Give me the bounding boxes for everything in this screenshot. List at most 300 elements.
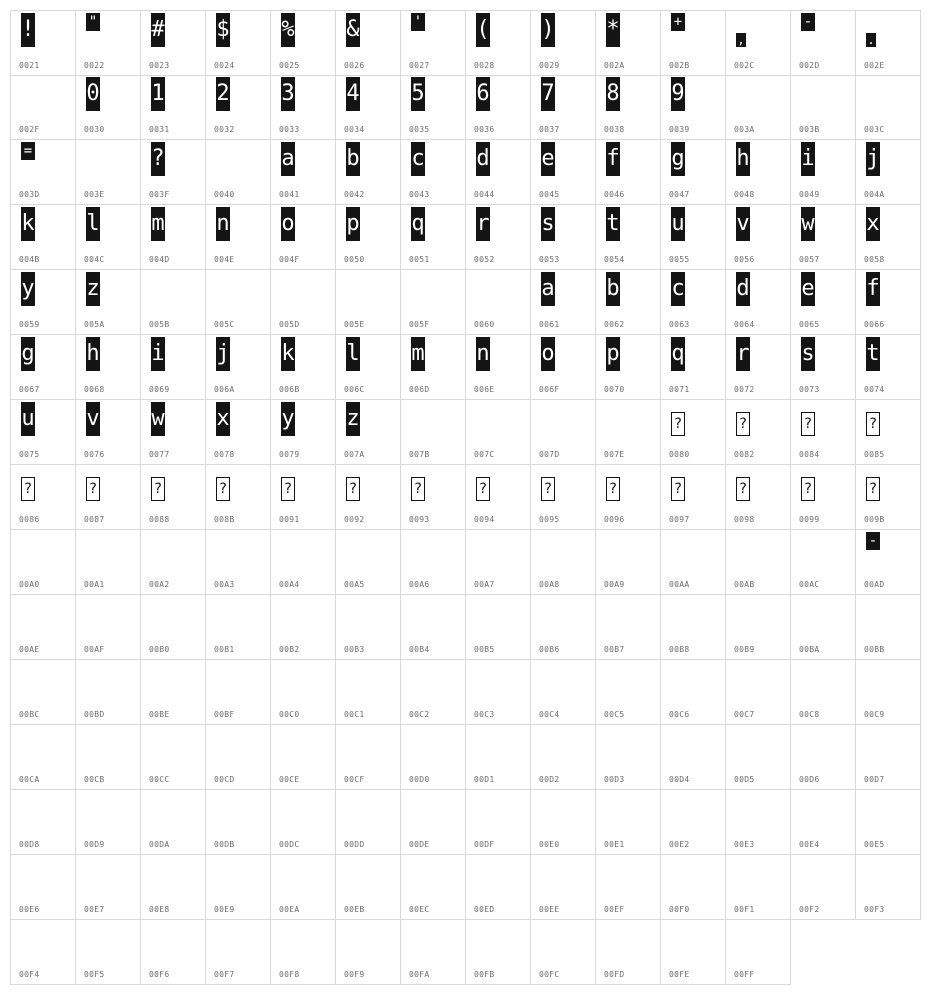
- glyph-cell[interactable]: [661, 725, 726, 790]
- glyph-cell[interactable]: [531, 335, 596, 400]
- glyph-sample: o: [541, 337, 555, 371]
- glyph-cell[interactable]: [10, 140, 76, 205]
- glyph-code: 006F: [539, 385, 560, 394]
- glyph-code: 00D8: [19, 840, 40, 849]
- glyph-cell[interactable]: [10, 10, 76, 76]
- glyph-cell[interactable]: [726, 660, 791, 725]
- glyph-sample: j: [216, 337, 230, 371]
- glyph-cell[interactable]: [206, 205, 271, 270]
- glyph-cell[interactable]: [401, 270, 466, 335]
- glyph-cell[interactable]: [141, 530, 206, 595]
- glyph-sample: $: [216, 13, 230, 47]
- glyph-cell[interactable]: [596, 595, 661, 660]
- glyph-cell[interactable]: [596, 725, 661, 790]
- glyph-code: 00E6: [19, 905, 40, 914]
- glyph-cell[interactable]: [661, 530, 726, 595]
- glyph-cell[interactable]: [466, 790, 531, 855]
- glyph-sample: q: [411, 207, 425, 241]
- glyph-sample: 5: [411, 77, 425, 111]
- glyph-cell[interactable]: [401, 530, 466, 595]
- glyph-cell[interactable]: [661, 205, 726, 270]
- glyph-cell[interactable]: [401, 790, 466, 855]
- glyph-cell[interactable]: [661, 270, 726, 335]
- glyph-cell[interactable]: [271, 595, 336, 660]
- glyph-cell[interactable]: [856, 205, 921, 270]
- glyph-cell[interactable]: [206, 595, 271, 660]
- glyph-sample: k: [281, 337, 295, 371]
- glyph-code: 00F2: [799, 905, 820, 914]
- glyph-cell[interactable]: [856, 10, 921, 76]
- glyph-code: 00E0: [539, 840, 560, 849]
- glyph-cell[interactable]: [141, 790, 206, 855]
- glyph-cell[interactable]: [401, 595, 466, 660]
- glyph-cell[interactable]: [661, 400, 726, 465]
- glyph-code: 0070: [604, 385, 625, 394]
- glyph-code: 007B: [409, 450, 430, 459]
- glyph-cell[interactable]: [531, 400, 596, 465]
- glyph-code: 00BC: [19, 710, 40, 719]
- glyph-cell[interactable]: [401, 400, 466, 465]
- glyph-cell[interactable]: [661, 335, 726, 400]
- glyph-cell[interactable]: [10, 205, 76, 270]
- glyph-cell[interactable]: [141, 725, 206, 790]
- glyph-code: 0074: [864, 385, 885, 394]
- glyph-cell[interactable]: [726, 10, 791, 76]
- glyph-cell[interactable]: [531, 140, 596, 205]
- glyph-cell[interactable]: [401, 140, 466, 205]
- glyph-cell[interactable]: [271, 920, 336, 985]
- glyph-cell[interactable]: [596, 660, 661, 725]
- glyph-cell[interactable]: [401, 205, 466, 270]
- glyph-code: 00FE: [669, 970, 690, 979]
- glyph-cell[interactable]: [76, 920, 141, 985]
- glyph-cell[interactable]: [661, 465, 726, 530]
- glyph-cell[interactable]: [336, 465, 401, 530]
- glyph-code: 00EC: [409, 905, 430, 914]
- glyph-code: 00FC: [539, 970, 560, 979]
- glyph-sample: ): [541, 13, 555, 47]
- glyph-cell[interactable]: [596, 920, 661, 985]
- glyph-cell[interactable]: [726, 205, 791, 270]
- glyph-cell[interactable]: [336, 140, 401, 205]
- glyph-cell[interactable]: [10, 660, 76, 725]
- glyph-cell[interactable]: [336, 205, 401, 270]
- glyph-code: 00DC: [279, 840, 300, 849]
- glyph-cell[interactable]: [531, 530, 596, 595]
- glyph-cell[interactable]: [141, 400, 206, 465]
- glyph-cell[interactable]: [661, 920, 726, 985]
- glyph-cell[interactable]: [531, 920, 596, 985]
- glyph-cell[interactable]: [271, 10, 336, 76]
- glyph-code: 00A7: [474, 580, 495, 589]
- glyph-code: 0097: [669, 515, 690, 524]
- glyph-cell[interactable]: [141, 660, 206, 725]
- glyph-code: 0043: [409, 190, 430, 199]
- glyph-cell[interactable]: [531, 790, 596, 855]
- glyph-code: 005C: [214, 320, 235, 329]
- glyph-code: 00E7: [84, 905, 105, 914]
- glyph-cell[interactable]: [76, 205, 141, 270]
- glyph-cell[interactable]: [726, 140, 791, 205]
- glyph-cell[interactable]: [791, 855, 856, 920]
- glyph-cell[interactable]: [76, 855, 141, 920]
- glyph-cell[interactable]: [141, 920, 206, 985]
- glyph-cell[interactable]: [76, 530, 141, 595]
- glyph-code: 0042: [344, 190, 365, 199]
- glyph-code: 0053: [539, 255, 560, 264]
- glyph-cell[interactable]: [466, 75, 531, 140]
- glyph-cell[interactable]: [531, 465, 596, 530]
- glyph-cell[interactable]: [336, 335, 401, 400]
- glyph-cell[interactable]: [856, 530, 921, 595]
- glyph-cell[interactable]: [791, 790, 856, 855]
- glyph-code: 00F8: [279, 970, 300, 979]
- glyph-cell[interactable]: [141, 75, 206, 140]
- glyph-cell[interactable]: [336, 790, 401, 855]
- glyph-cell[interactable]: [726, 920, 791, 985]
- glyph-cell[interactable]: [596, 530, 661, 595]
- glyph-code: 00E4: [799, 840, 820, 849]
- glyph-cell[interactable]: [531, 75, 596, 140]
- glyph-cell[interactable]: [466, 270, 531, 335]
- glyph-code: 00DA: [149, 840, 170, 849]
- glyph-cell[interactable]: [466, 920, 531, 985]
- glyph-cell[interactable]: [336, 855, 401, 920]
- glyph-cell[interactable]: [10, 465, 76, 530]
- glyph-cell[interactable]: [726, 725, 791, 790]
- glyph-cell[interactable]: [531, 595, 596, 660]
- glyph-cell[interactable]: [596, 400, 661, 465]
- glyph-cell[interactable]: [76, 595, 141, 660]
- glyph-code: 0071: [669, 385, 690, 394]
- glyph-cell[interactable]: [596, 10, 661, 76]
- glyph-cell[interactable]: [596, 465, 661, 530]
- glyph-cell[interactable]: [76, 660, 141, 725]
- glyph-sample: t: [606, 207, 620, 241]
- glyph-cell[interactable]: [596, 790, 661, 855]
- glyph-sample: o: [281, 207, 295, 241]
- glyph-code: 00AB: [734, 580, 755, 589]
- glyph-cell[interactable]: [791, 595, 856, 660]
- glyph-cell[interactable]: [141, 465, 206, 530]
- glyph-cell[interactable]: [271, 75, 336, 140]
- glyph-code: 003D: [19, 190, 40, 199]
- glyph-cell[interactable]: [401, 75, 466, 140]
- glyph-code: 002B: [669, 61, 690, 70]
- glyph-cell[interactable]: [466, 400, 531, 465]
- glyph-cell[interactable]: [466, 335, 531, 400]
- glyph-cell[interactable]: [206, 790, 271, 855]
- glyph-sample: y: [281, 402, 295, 436]
- glyph-cell[interactable]: [10, 790, 76, 855]
- glyph-cell[interactable]: [596, 205, 661, 270]
- glyph-cell[interactable]: [661, 595, 726, 660]
- glyph-cell[interactable]: [466, 530, 531, 595]
- glyph-cell[interactable]: [271, 530, 336, 595]
- glyph-cell[interactable]: [401, 465, 466, 530]
- glyph-cell[interactable]: [596, 335, 661, 400]
- glyph-cell[interactable]: [661, 140, 726, 205]
- glyph-sample: 1: [151, 77, 165, 111]
- glyph-code: 0033: [279, 125, 300, 134]
- glyph-code: 00EB: [344, 905, 365, 914]
- glyph-code: 00DB: [214, 840, 235, 849]
- glyph-code: 0061: [539, 320, 560, 329]
- glyph-code: 0099: [799, 515, 820, 524]
- glyph-code: 00C4: [539, 710, 560, 719]
- glyph-cell[interactable]: [401, 920, 466, 985]
- glyph-code: 00E2: [669, 840, 690, 849]
- glyph-code: 0022: [84, 61, 105, 70]
- glyph-cell[interactable]: [271, 660, 336, 725]
- glyph-sample: a: [281, 142, 295, 176]
- glyph-cell[interactable]: [596, 270, 661, 335]
- glyph-cell[interactable]: [726, 855, 791, 920]
- glyph-code: 004D: [149, 255, 170, 264]
- glyph-cell[interactable]: [466, 465, 531, 530]
- glyph-row: [10, 855, 920, 920]
- glyph-cell[interactable]: [531, 725, 596, 790]
- glyph-code: 00D0: [409, 775, 430, 784]
- glyph-sample: m: [151, 207, 165, 241]
- glyph-cell[interactable]: [466, 140, 531, 205]
- glyph-cell[interactable]: [531, 10, 596, 76]
- glyph-cell[interactable]: [791, 335, 856, 400]
- glyph-cell[interactable]: [141, 205, 206, 270]
- glyph-code: 003F: [149, 190, 170, 199]
- glyph-cell[interactable]: [856, 855, 921, 920]
- glyph-cell[interactable]: [206, 10, 271, 76]
- glyph-cell[interactable]: [10, 920, 76, 985]
- glyph-cell[interactable]: [791, 205, 856, 270]
- glyph-cell[interactable]: [10, 400, 76, 465]
- glyph-cell[interactable]: [856, 660, 921, 725]
- glyph-code: 0060: [474, 320, 495, 329]
- glyph-cell[interactable]: [856, 140, 921, 205]
- glyph-cell[interactable]: [531, 270, 596, 335]
- glyph-cell[interactable]: [726, 790, 791, 855]
- glyph-cell[interactable]: [856, 790, 921, 855]
- glyph-code: 00C8: [799, 710, 820, 719]
- glyph-code: 0035: [409, 125, 430, 134]
- glyph-cell[interactable]: [271, 725, 336, 790]
- glyph-cell[interactable]: [856, 75, 921, 140]
- glyph-cell[interactable]: [726, 270, 791, 335]
- glyph-code: 0048: [734, 190, 755, 199]
- glyph-cell[interactable]: [661, 790, 726, 855]
- glyph-cell[interactable]: [661, 10, 726, 76]
- glyph-cell[interactable]: [336, 595, 401, 660]
- glyph-sample: s: [541, 207, 555, 241]
- glyph-cell[interactable]: [336, 75, 401, 140]
- glyph-cell[interactable]: [141, 10, 206, 76]
- glyph-cell[interactable]: [76, 725, 141, 790]
- glyph-cell[interactable]: [141, 595, 206, 660]
- glyph-cell[interactable]: [466, 855, 531, 920]
- glyph-cell[interactable]: [596, 140, 661, 205]
- glyph-sample: t: [866, 337, 880, 371]
- glyph-cell[interactable]: [206, 465, 271, 530]
- glyph-cell[interactable]: [791, 530, 856, 595]
- glyph-cell[interactable]: [141, 855, 206, 920]
- glyph-code: 00B1: [214, 645, 235, 654]
- glyph-cell[interactable]: [856, 270, 921, 335]
- glyph-cell[interactable]: [271, 790, 336, 855]
- glyph-cell[interactable]: [466, 725, 531, 790]
- glyph-cell[interactable]: [206, 400, 271, 465]
- glyph-cell[interactable]: [791, 140, 856, 205]
- glyph-code: 003B: [799, 125, 820, 134]
- glyph-cell[interactable]: [271, 400, 336, 465]
- glyph-cell[interactable]: [856, 595, 921, 660]
- glyph-cell[interactable]: [271, 205, 336, 270]
- glyph-cell[interactable]: [76, 270, 141, 335]
- glyph-code: 0029: [539, 61, 560, 70]
- glyph-code: 003E: [84, 190, 105, 199]
- glyph-code: 00D7: [864, 775, 885, 784]
- glyph-cell[interactable]: [206, 920, 271, 985]
- glyph-cell[interactable]: [141, 335, 206, 400]
- glyph-code: 00B9: [734, 645, 755, 654]
- glyph-sample: h: [86, 337, 100, 371]
- glyph-cell[interactable]: [791, 10, 856, 76]
- glyph-cell[interactable]: [791, 270, 856, 335]
- glyph-cell[interactable]: [466, 10, 531, 76]
- glyph-cell[interactable]: [76, 10, 141, 76]
- glyph-cell[interactable]: [401, 335, 466, 400]
- glyph-cell[interactable]: [401, 725, 466, 790]
- glyph-cell[interactable]: [141, 270, 206, 335]
- glyph-cell[interactable]: [206, 75, 271, 140]
- glyph-code: 00EF: [604, 905, 625, 914]
- glyph-cell[interactable]: [596, 75, 661, 140]
- glyph-cell[interactable]: [726, 465, 791, 530]
- glyph-cell[interactable]: [141, 140, 206, 205]
- glyph-cell[interactable]: [726, 335, 791, 400]
- glyph-cell[interactable]: [76, 790, 141, 855]
- glyph-cell[interactable]: [76, 465, 141, 530]
- glyph-sample: -: [801, 13, 815, 31]
- glyph-cell[interactable]: [206, 140, 271, 205]
- glyph-cell[interactable]: [596, 855, 661, 920]
- glyph-code: 00B6: [539, 645, 560, 654]
- glyph-cell[interactable]: [76, 335, 141, 400]
- glyph-cell[interactable]: [10, 335, 76, 400]
- glyph-cell[interactable]: [661, 660, 726, 725]
- glyph-cell[interactable]: [336, 270, 401, 335]
- glyph-cell[interactable]: [791, 465, 856, 530]
- glyph-cell[interactable]: [531, 660, 596, 725]
- glyph-cell[interactable]: [401, 855, 466, 920]
- glyph-code: 00E8: [149, 905, 170, 914]
- glyph-cell[interactable]: [466, 595, 531, 660]
- glyph-cell[interactable]: [531, 205, 596, 270]
- glyph-code: 005D: [279, 320, 300, 329]
- glyph-code: 00AF: [84, 645, 105, 654]
- glyph-cell[interactable]: [791, 660, 856, 725]
- glyph-cell[interactable]: [856, 725, 921, 790]
- glyph-cell[interactable]: [76, 75, 141, 140]
- glyph-cell[interactable]: [336, 10, 401, 76]
- glyph-cell[interactable]: [76, 400, 141, 465]
- glyph-cell[interactable]: [206, 335, 271, 400]
- glyph-code: 00B5: [474, 645, 495, 654]
- glyph-cell[interactable]: [206, 530, 271, 595]
- glyph-cell[interactable]: [661, 855, 726, 920]
- glyph-cell[interactable]: [401, 10, 466, 76]
- glyph-sample: ?: [281, 477, 295, 501]
- glyph-sample: x: [866, 207, 880, 241]
- glyph-code: 0059: [19, 320, 40, 329]
- glyph-sample: =: [21, 142, 35, 160]
- glyph-cell[interactable]: [856, 465, 921, 530]
- glyph-cell[interactable]: [791, 75, 856, 140]
- glyph-cell[interactable]: [856, 335, 921, 400]
- glyph-code: 00B8: [669, 645, 690, 654]
- glyph-cell[interactable]: [10, 270, 76, 335]
- glyph-cell[interactable]: [401, 660, 466, 725]
- glyph-cell[interactable]: [531, 855, 596, 920]
- glyph-cell[interactable]: [466, 205, 531, 270]
- glyph-cell[interactable]: [271, 335, 336, 400]
- glyph-cell[interactable]: [726, 530, 791, 595]
- glyph-cell[interactable]: [726, 595, 791, 660]
- glyph-code: 00A3: [214, 580, 235, 589]
- glyph-cell[interactable]: [10, 855, 76, 920]
- glyph-code: 00A5: [344, 580, 365, 589]
- glyph-cell[interactable]: [726, 400, 791, 465]
- glyph-code: 00EA: [279, 905, 300, 914]
- glyph-cell[interactable]: [206, 660, 271, 725]
- glyph-cell[interactable]: [10, 75, 76, 140]
- glyph-code: 00DD: [344, 840, 365, 849]
- glyph-code: 0055: [669, 255, 690, 264]
- glyph-cell[interactable]: [10, 530, 76, 595]
- glyph-cell[interactable]: [336, 660, 401, 725]
- glyph-cell[interactable]: [791, 400, 856, 465]
- glyph-sample: ?: [736, 477, 750, 501]
- glyph-cell[interactable]: [10, 595, 76, 660]
- glyph-cell[interactable]: [271, 465, 336, 530]
- glyph-cell[interactable]: [336, 400, 401, 465]
- glyph-sample: ,: [737, 33, 745, 47]
- glyph-code: 0056: [734, 255, 755, 264]
- glyph-cell[interactable]: [271, 855, 336, 920]
- glyph-cell[interactable]: [466, 660, 531, 725]
- glyph-code: 0073: [799, 385, 820, 394]
- glyph-cell[interactable]: [206, 725, 271, 790]
- glyph-cell[interactable]: [76, 140, 141, 205]
- glyph-code: 0072: [734, 385, 755, 394]
- glyph-cell[interactable]: [206, 855, 271, 920]
- glyph-code: 0028: [474, 61, 495, 70]
- glyph-cell[interactable]: [271, 140, 336, 205]
- glyph-cell[interactable]: [726, 75, 791, 140]
- glyph-cell[interactable]: [271, 270, 336, 335]
- glyph-code: 0039: [669, 125, 690, 134]
- glyph-cell[interactable]: [661, 75, 726, 140]
- glyph-cell[interactable]: [791, 725, 856, 790]
- glyph-cell[interactable]: [856, 400, 921, 465]
- glyph-cell[interactable]: [206, 270, 271, 335]
- glyph-sample: s: [801, 337, 815, 371]
- glyph-cell[interactable]: [336, 725, 401, 790]
- glyph-code: 00B0: [149, 645, 170, 654]
- glyph-cell[interactable]: [336, 920, 401, 985]
- glyph-sample: #: [151, 13, 165, 47]
- glyph-cell[interactable]: [10, 725, 76, 790]
- glyph-cell[interactable]: [336, 530, 401, 595]
